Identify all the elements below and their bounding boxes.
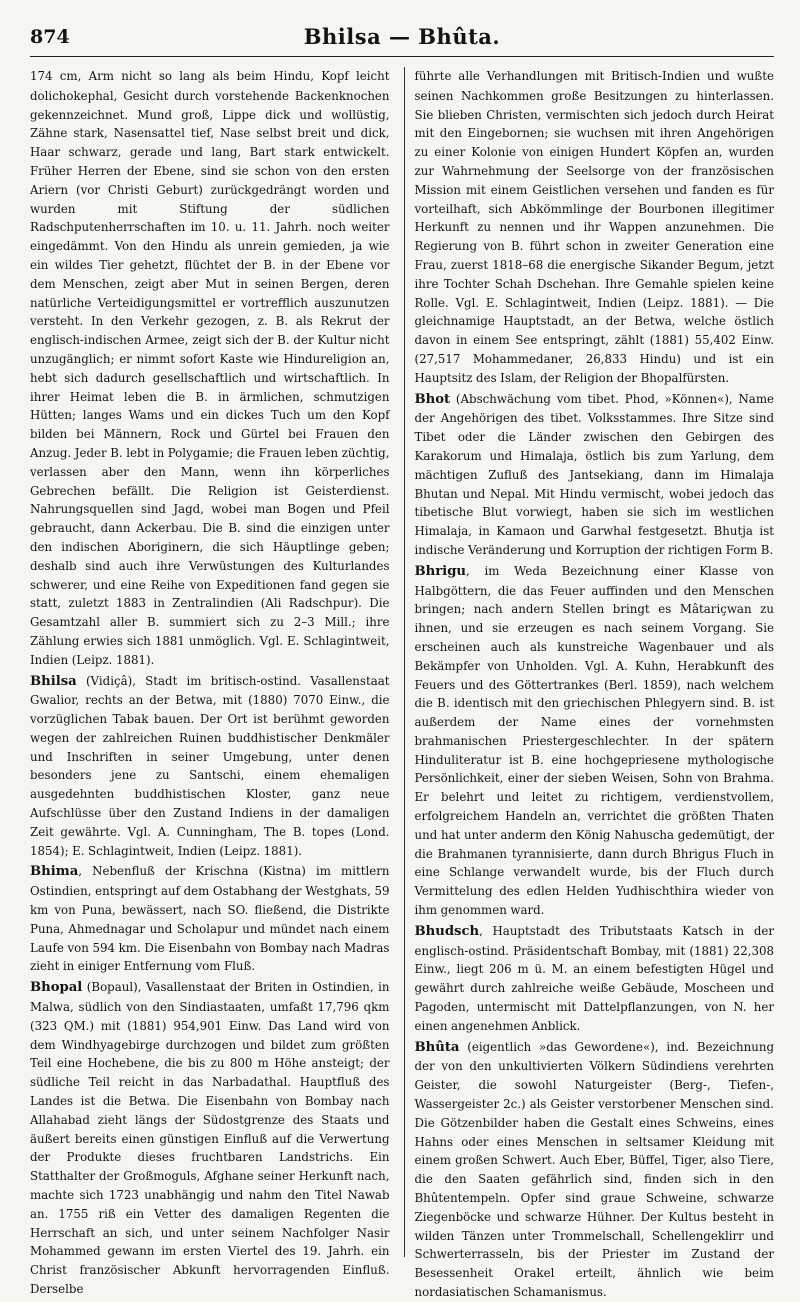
running-title: Bhilsa — Bhûta. — [303, 24, 501, 49]
entry-headword: Bhot — [414, 391, 451, 407]
entry-text: (Bopaul), Vasallenstaat der Briten in Ostindien, in Malwa, südlich von den Sindiastaaten, umfaßt 17,796 qkm (323 QM.) mit (1881) 954,901 Einw. Das Land wird von dem Windhyagebirge durchzogen und bildet zum größten Teil eine Hochebene, die bis zu 800 m Höhe ansteigt; der südliche Teil reicht in das Narbadathal. Hauptfluß des Landes ist die Betwa. Die Eisenbahn von Bombay nach Allahabad zieht längs der Südostgrenze des Staats und äußert bereits einen günstigen Einfluß auf die Verwertung der Produkte dieses fruchtbaren Landstrichs. Ein Statthalter der Großmoguls, Afghane seiner Herkunft nach, machte sich 1723 unabhängig und nahm den Titel Nawab an. 1755 riß ein Vetter des damaligen Regenten die Herrschaft an sich, und unter seinem Nachfolger Nasir Mohammed gewann im ersten Viertel des 19. Jahrh. ein Christ französischer Abkunft hervorragenden Einfluß. Derselbe — [30, 980, 390, 1296]
entry-text: , Hauptstadt des Tributstaats Katsch in der englisch-ostind. Präsidentschaft Bombay, mit (1881) 22,308 Einw., liegt 206 m ü. M. an einem befestigten Hügel und gewährt durch zahlreiche weiße Gebäude, Moscheen und Pagoden, untermischt mit Dattelpflanzungen, von N. her einen angenehmen Anblick. — [414, 923, 774, 1033]
entry-headword: Bhûta — [414, 1039, 460, 1055]
entry-text: 174 cm, Arm nicht so lang als beim Hindu, Kopf leicht dolichokephal, Gesicht durch vorstehende Backenknochen gekennzeichnet. Mund groß, Lippe dick und wollüstig, Zähne stark, Nasensattel tief, Nase selbst breit und dick, Haar schwarz, gerade und lang, Bart stark entwickelt. Früher Herren der Ebene, sind sie schon von den ersten Ariern (vor Christi Geburt) zurückgedrängt worden und wurden mit Stiftung der südlichen Radschputenherrschaften im 10. u. 11. Jahrh. noch weiter eingedämmt. Von den Hindu als unrein gemieden, ja wie ein wildes Tier gehetzt, flüchtet der B. in der Ebene vor dem Menschen, zeigt aber Mut in seinen Bergen, deren natürliche Verteidigungsmittel er vortrefflich auszunutzen versteht. In den Verkehr gezogen, z. B. als Rekrut der englisch-indischen Armee, zeigt sich der B. der Kultur nicht unzugänglich; er nimmt sofort Kaste wie Hindureligion an, hebt sich dadurch gesellschaftlich und wirtschaftlich. In ihrer Heimat leben die B. in ärmlichen, schmutzigen Hütten; langes Wams und ein dickes Tuch um den Kopf bilden bei Männern, Rock und Gürtel bei Frauen den Anzug. Jeder B. lebt in Polygamie; die Frauen leben züchtig, verlassen aber den Mann, wenn ihn körperliches Gebrechen befällt. Die Religion ist Geisterdienst. Nahrungsquellen sind Jagd, wobei man Bogen und Pfeil gebraucht, dann Ackerbau. Die B. sind die einzigen unter den indischen Aboriginern, die sich Häuptlinge geben; deshalb sind auch ihre Verwüstungen des Kulturlandes schwerer, und eine Reihe von Expeditionen fand gegen sie statt, zuletzt 1883 in Zentralindien (Ali Radschpur). Die Gesamtzahl aller B. summiert sich zu 2–3 Mill.; ihre Zählung erwies sich 1881 unmöglich. Vgl. E. Schlagintweit, Indien (Leipz. 1881). — [30, 69, 390, 667]
paragraph-continuation — [415, 67, 775, 388]
left-column — [30, 67, 390, 1296]
entry-text: (Abschwächung vom tibet. Phod, »Können«), Name der Angehörigen des tibet. Volksstammes. Ihre Sitze sind Tibet oder die Länder zwischen den Gebirgen des Karakorum und Himalaja, östlich bis zum Yarlung, dem mächtigen Zufluß des Jantsekiang, dann im Himalaja Bhutan und Nepal. Mit Hindu vermischt, wobei jedoch das tibetische Blut vorwiegt, haben sie sich im westlichen Himalaja, in Kamaon und Garwhal festgesetzt. Bhutja ist indische Veränderung und Korruption der richtigen Form B. — [414, 391, 774, 557]
entry-text: führte alle Verhandlungen mit Britisch-Indien und wußte seinen Nachkommen große Besitzungen zu hinterlassen. Sie blieben Christen, vermischten sich jedoch durch Heirat mit den Eingebornen; sie wuchsen mit ihren Angehörigen zu einer Kolonie von einigen Hundert Köpfen an, wurden zur Wahrnehmung der Seelsorge von der französischen Mission mit einem Geistlichen versehen und fanden es für vorteilhaft, sich Abkömmlinge der Bourbonen illegitimer Herkunft zu nennen und ihr Wappen anzunehmen. Die Regierung von B. führt schon in zweiter Generation eine Frau, zuerst 1818–68 die energische Sikander Begum, jetzt ihre Tochter Schah Dschehan. Ihre Gemahle spielen keine Rolle. Vgl. E. Schlagintweit, Indien (Leipz. 1881). — Die gleichnamige Hauptstadt, an der Betwa, welche östlich davon in einem See entspringt, zählt (1881) 55,402 Einw. (27,517 Mohammedaner, 26,833 Hindu) und ist ein Hauptsitz des Islam, der Religion der Bhopalfürsten. — [414, 69, 774, 385]
entry-text: , im Weda Bezeichnung einer Klasse von Halbgöttern, die das Feuer auffinden und den Menschen bringen; nach andern Stellen bringt es Mâtariçwan zu ihnen, und sie erzeugen es nach seinem Vorgang. Sie erscheinen auch als kunstreiche Wagenbauer und als Bekämpfer von Unholden. Vgl. A. Kuhn, Herabkunft des Feuers und des Göttertrankes (Berl. 1859), nach welchem die B. identisch mit den griechischen Phlegyern sind. B. ist außerdem der Name eines der vornehmsten brahmanischen Priestergeschlechter. In der spätern Hinduliteratur ist B. eine hochgepriesene mythologische Persönlichkeit, einer der sieben Weisen, Sohn von Brahma. Er belehrt und leitet zu richtigem, verdienstvollem, erfolgreichem Handeln an, verrichtet die größten Thaten und hat unter anderm den König Nahuscha gedemütigt, der die Brahmanen tyrannisierte, dann durch Bhrigus Fluch in eine Schlange verwandelt wurde, bis der Fluch durch Vermittelung des edlen Helden Yudhischthira wieder von ihm genommen ward. — [414, 563, 774, 918]
entry-headword: Bhima — [30, 864, 79, 880]
entry-bhrigu — [415, 562, 775, 920]
entry-bhuta — [415, 1038, 775, 1302]
text-columns — [30, 67, 774, 1299]
entry-headword: Bhopal — [30, 980, 83, 996]
entry-bhopal — [30, 978, 390, 1299]
entry-headword: Bhilsa — [30, 673, 77, 689]
entry-headword: Bhudsch — [414, 923, 480, 939]
entry-text: (eigentlich »das Gewordene«), ind. Bezeichnung der von den unkultivierten Völkern Südindiens verehrten Geister, die sowohl Naturgeister (Berg-, Tiefen-, Wassergeister 2c.) als Geister verstorbener Menschen sind. Die Götzenbilder haben die Gestalt eines Schweins, eines Hahns oder eines Menschen in seltsamer Kleidung mit einem großen Schwert. Auch Eber, Büffel, Tiger, also Tiere, die den Saaten gefährlich sind, finden sich in den Bhûtentempeln. Opfer sind graue Schweine, schwarze Ziegenböcke und schwarze Hühner. Der Kultus besteht in wilden Tänzen unter Trommelschall, Schellengeklirr und Schwerterrasseln, bis der Priester im Zustand der Besessenheit Orakel erteilt, ähnlich wie beim nordasiatischen Schamanismus. — [414, 1039, 774, 1299]
entry-bhilsa — [30, 672, 390, 861]
entry-bhot — [415, 390, 775, 560]
right-column — [404, 67, 775, 1299]
paragraph-continuation — [30, 67, 390, 670]
entry-headword: Bhrigu — [414, 563, 467, 579]
page-header — [30, 22, 774, 57]
entry-text: , Nebenfluß der Krischna (Kistna) im mittlern Ostindien, entspringt auf dem Ostabhang der Westghats, 59 km von Puna, bewässert, nach SO. fließend, die Distrikte Puna, Ahmednagar und Scholapur und mündet nach einem Laufe von 594 km. Die Eisenbahn von Bombay nach Madras zieht in einiger Entfernung vom Fluß. — [30, 864, 390, 974]
entry-bhima — [30, 862, 390, 976]
entry-text: (Vidiçâ), Stadt im britisch-ostind. Vasallenstaat Gwalior, rechts an der Betwa, mit (1880) 7070 Einw., die vorzüglichen Tabak bauen. Der Ort ist berühmt geworden wegen der zahlreichen Ruinen buddhistischer Denkmäler und Inschriften in seiner Umgebung, unter denen besonders jene zu Santschi, einem ehemaligen ausgedehnten buddhistischen Kloster, ganz neue Aufschlüsse über den Zustand Indiens in der damaligen Zeit gewährte. Vgl. A. Cunningham, The B. topes (Lond. 1854); E. Schlagintweit, Indien (Leipz. 1881). — [30, 673, 390, 858]
entry-bhudsch — [415, 922, 775, 1036]
page-number: 874 — [30, 26, 70, 48]
